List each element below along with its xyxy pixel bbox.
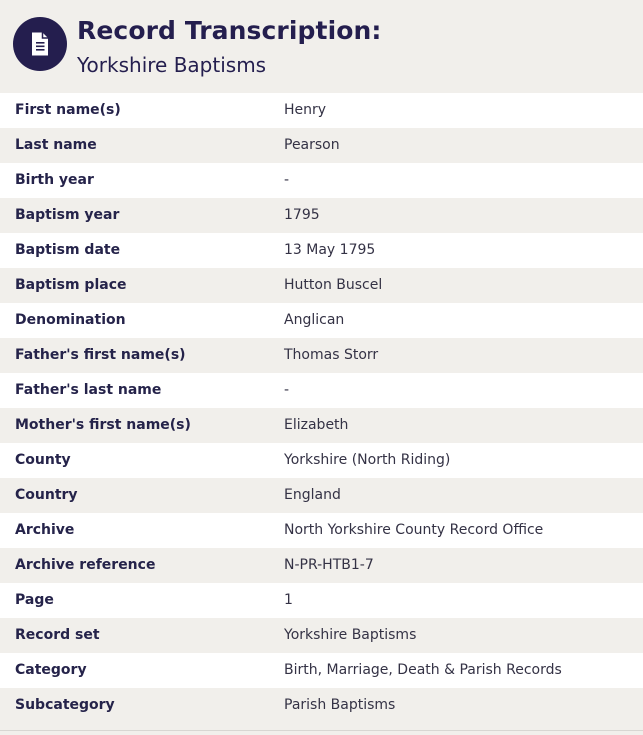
archive-label: Archive	[15, 522, 75, 538]
record-row-father-first-name	[0, 338, 643, 373]
archive-reference-label: Archive reference	[15, 557, 156, 573]
birth-year-label: Birth year	[15, 172, 94, 188]
last-name-value: Pearson	[284, 137, 340, 153]
page-label: Page	[15, 592, 54, 608]
category-value: Birth, Marriage, Death & Parish Records	[284, 662, 562, 678]
page-title: Record Transcription:	[77, 16, 382, 45]
baptism-place-value: Hutton Buscel	[284, 277, 383, 293]
subcategory-value: Parish Baptisms	[284, 697, 396, 713]
baptism-date-label: Baptism date	[15, 242, 121, 258]
archive-value: North Yorkshire County Record Office	[284, 522, 544, 538]
country-label: Country	[15, 487, 78, 503]
record-row-county	[0, 443, 643, 478]
father-first-name-label: Father's first name(s)	[15, 347, 186, 363]
category-label: Category	[15, 662, 87, 678]
baptism-year-value: 1795	[284, 207, 320, 223]
record-row-page	[0, 583, 643, 618]
baptism-place-label: Baptism place	[15, 277, 127, 293]
record-row-archive	[0, 513, 643, 548]
last-name-label: Last name	[15, 137, 97, 153]
mother-first-name-label: Mother's first name(s)	[15, 417, 191, 433]
record-header	[0, 0, 643, 93]
record-row-archive-reference	[0, 548, 643, 583]
record-set-title: Yorkshire Baptisms	[77, 53, 267, 77]
denomination-value: Anglican	[284, 312, 345, 328]
document-icon	[28, 31, 52, 57]
first-name-value: Henry	[284, 102, 327, 118]
record-row-birth-year	[0, 163, 643, 198]
record-row-baptism-place	[0, 268, 643, 303]
first-name-label: First name(s)	[15, 102, 121, 118]
baptism-date-value: 13 May 1795	[284, 242, 376, 258]
county-label: County	[15, 452, 71, 468]
document-badge	[13, 17, 67, 71]
denomination-label: Denomination	[15, 312, 126, 328]
record-row-record-set	[0, 618, 643, 653]
record-set-value: Yorkshire Baptisms	[284, 627, 417, 643]
record-details-list	[0, 93, 643, 723]
record-row-baptism-year	[0, 198, 643, 233]
bottom-divider	[0, 730, 643, 731]
subcategory-label: Subcategory	[15, 697, 115, 713]
record-row-first-name	[0, 93, 643, 128]
record-row-category	[0, 653, 643, 688]
record-row-father-last-name	[0, 373, 643, 408]
record-row-country	[0, 478, 643, 513]
father-last-name-label: Father's last name	[15, 382, 162, 398]
record-row-last-name	[0, 128, 643, 163]
country-value: England	[284, 487, 341, 503]
mother-first-name-value: Elizabeth	[284, 417, 349, 433]
page-value: 1	[284, 592, 293, 608]
record-row-denomination	[0, 303, 643, 338]
birth-year-value: -	[284, 172, 290, 188]
record-set-label: Record set	[15, 627, 100, 643]
archive-reference-value: N-PR-HTB1-7	[284, 557, 374, 573]
record-row-baptism-date	[0, 233, 643, 268]
record-row-subcategory	[0, 688, 643, 723]
baptism-year-label: Baptism year	[15, 207, 120, 223]
record-row-mother-first-name	[0, 408, 643, 443]
county-value: Yorkshire (North Riding)	[284, 452, 451, 468]
father-first-name-value: Thomas Storr	[284, 347, 379, 363]
father-last-name-value: -	[284, 382, 290, 398]
